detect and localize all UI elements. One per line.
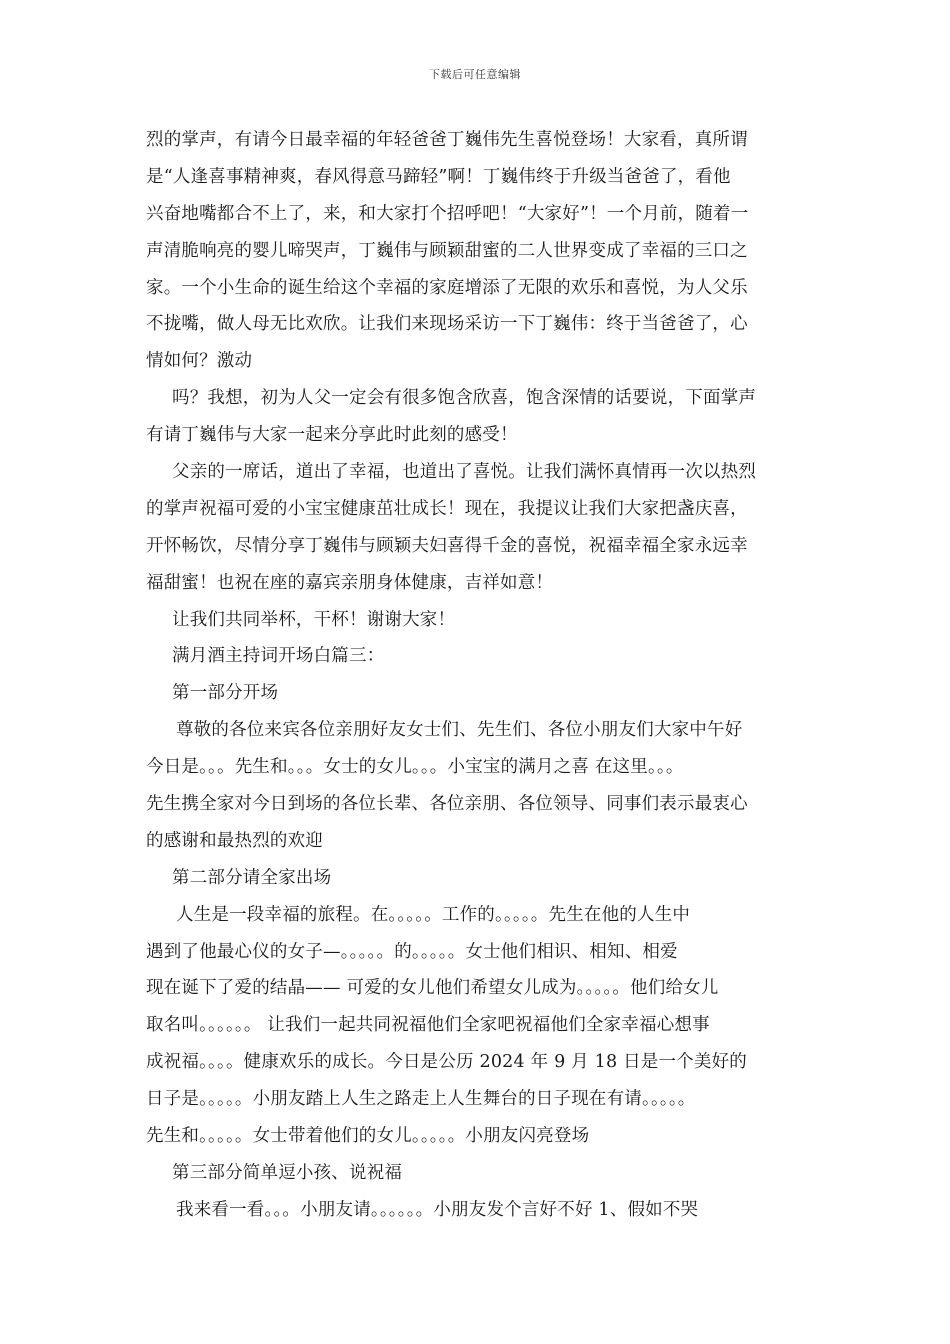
text-line: 吗？我想，初为人父一定会有很多饱含欣喜，饱含深情的话要说，下面掌声 — [172, 388, 757, 409]
text-line: 人生是一段幸福的旅程。在。。。。。工作的。。。。。先生在他的人生中 — [176, 904, 691, 925]
text-line: 有请丁巍伟与大家一起来分享此时此刻的感受！ — [146, 425, 518, 446]
text-line: 我来看一看。。。小朋友请。。。。。。小朋友发个言好不好 1、假如不哭 — [176, 1199, 699, 1220]
text-line: 情如何？激动 — [146, 351, 253, 372]
text-line: 让我们共同举杯，干杯！谢谢大家！ — [172, 609, 456, 630]
text-line: 声清脆响亮的婴儿啼哭声，丁巍伟与顾颖甜蜜的二人世界变成了幸福的三口之 — [146, 240, 748, 261]
text-line: 是“人逢喜事精神爽，春风得意马蹄轻”啊！丁巍伟终于升级当爸爸了，看他 — [146, 166, 731, 187]
document-body — [146, 122, 822, 1229]
text-line: 兴奋地嘴都合不上了，来，和大家打个招呼吧！“大家好”！一个月前，随着一 — [146, 203, 749, 224]
text-line: 的掌声祝福可爱的小宝宝健康茁壮成长！现在，我提议让我们大家把盏庆喜， — [146, 498, 748, 519]
text-line: 第三部分简单逗小孩、说祝福 — [172, 1162, 403, 1183]
text-line: 第一部分开场 — [172, 683, 279, 704]
text-line: 家。一个小生命的诞生给这个幸福的家庭增添了无限的欢乐和喜悦，为人父乐 — [146, 277, 748, 298]
text-line: 成祝福。。。。健康欢乐的成长。今日是公历 2024 年 9 月 18 日是一个美好的 — [146, 1052, 747, 1073]
text-line: 今日是。。。先生和。。。女士的女儿。。。小宝宝的满月之喜 在这里。。。 — [146, 757, 684, 778]
text-line: 烈的掌声，有请今日最幸福的年轻爸爸丁巍伟先生喜悦登场！大家看，真所谓 — [146, 130, 748, 150]
text-line: 先生携全家对今日到场的各位长辈、各位亲朋、各位领导、同事们表示最衷心 — [146, 794, 748, 815]
text-line: 尊敬的各位来宾各位亲朋好友女士们、先生们、各位小朋友们大家中午好 — [176, 720, 743, 741]
text-line: 不拢嘴，做人母无比欢欣。让我们来现场采访一下丁巍伟：终于当爸爸了，心 — [146, 314, 748, 335]
text-line: 第二部分请全家出场 — [172, 867, 332, 888]
text-line: 满月酒主持词开场白篇三： — [172, 646, 385, 667]
text-line: 遇到了他最心仪的女子—。。。。。的。。。。。女士他们相识、相知、相爱 — [146, 941, 678, 962]
page-header: 下载后可任意编辑 — [429, 68, 521, 81]
text-line: 日子是。。。。。小朋友踏上人生之路走上人生舞台的日子现在有请。。。。。 — [146, 1089, 696, 1110]
text-line: 开怀畅饮，尽情分享丁巍伟与顾颖夫妇喜得千金的喜悦，祝福幸福全家永远幸 — [146, 535, 748, 556]
text-line: 的感谢和最热烈的欢迎 — [146, 830, 323, 851]
text-line: 取名叫。。。。。。 让我们一起共同祝福他们全家吧祝福他们全家幸福心想事 — [146, 1015, 710, 1036]
text-line: 先生和。。。。。女士带着他们的女儿。。。。。小朋友闪亮登场 — [146, 1126, 590, 1147]
text-line: 福甜蜜！也祝在座的嘉宾亲朋身体健康，吉祥如意！ — [146, 572, 554, 593]
text-line: 父亲的一席话，道出了幸福，也道出了喜悦。让我们满怀真情再一次以热烈 — [172, 462, 757, 483]
text-line: 现在诞下了爱的结晶—— 可爱的女儿他们希望女儿成为。。。。。他们给女儿 — [146, 978, 719, 999]
